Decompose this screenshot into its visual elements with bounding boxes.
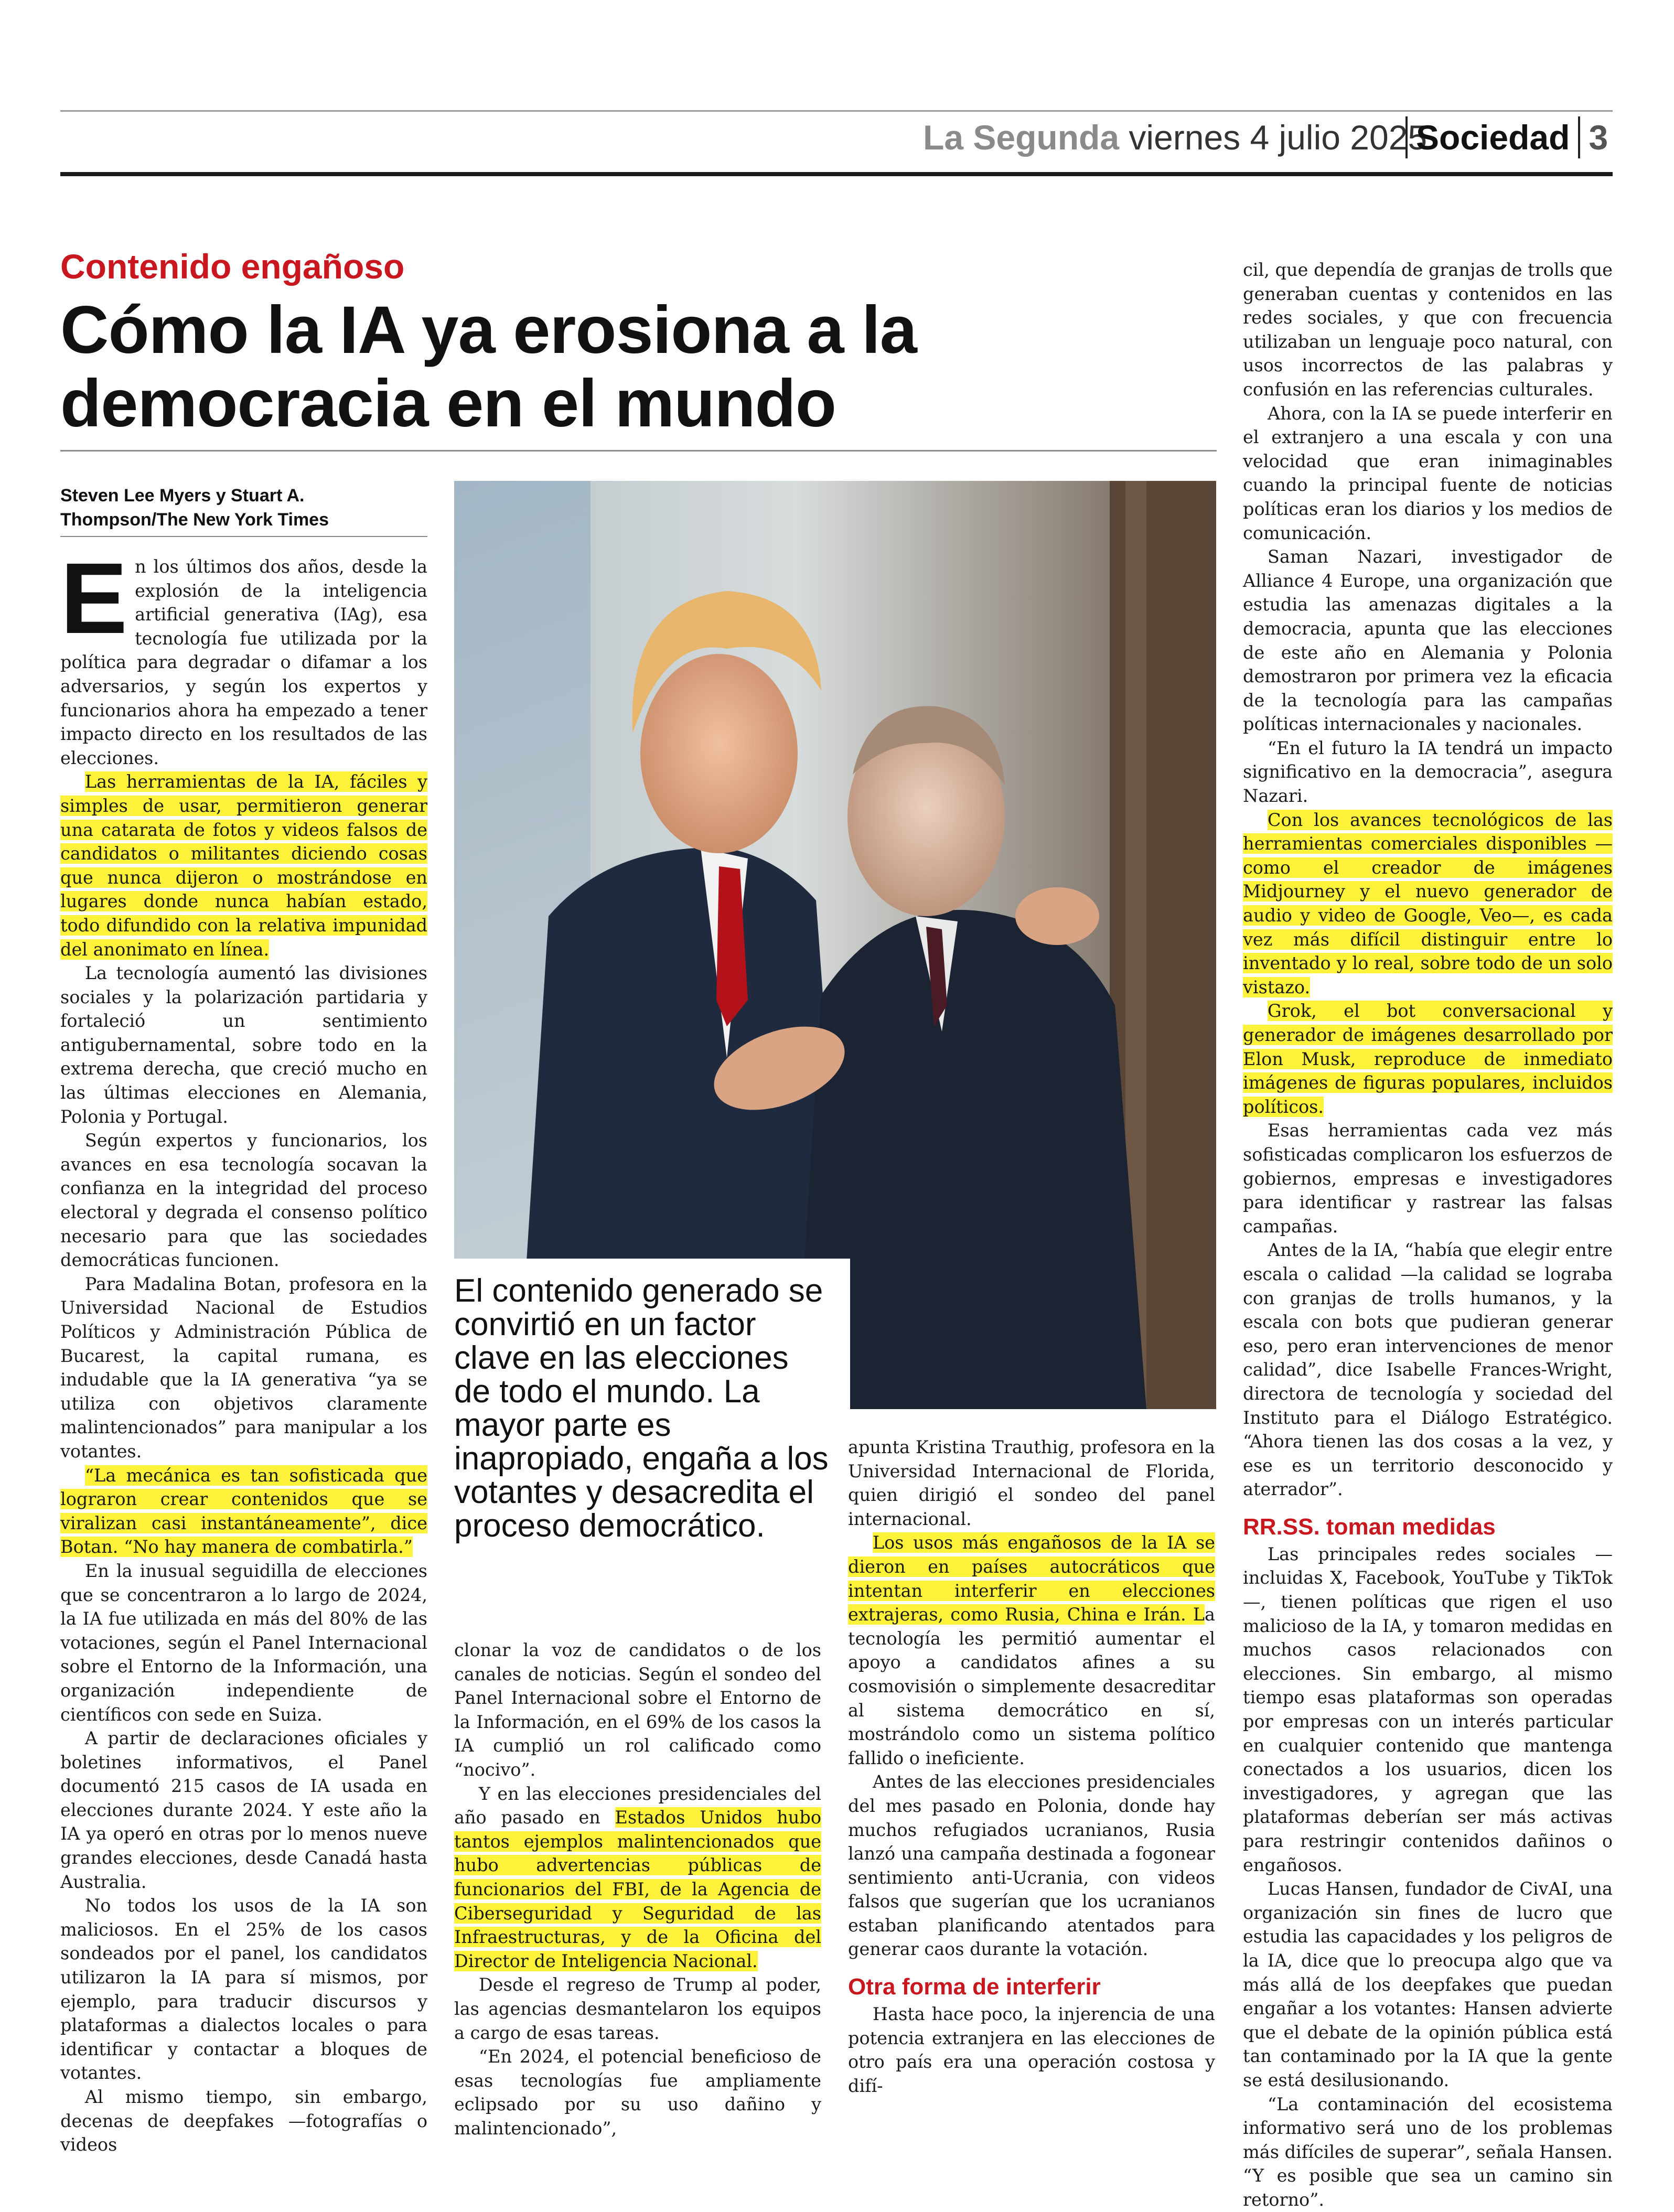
paragraph-highlighted: Y en las elecciones presidenciales del año pasado en Estados Unidos hubo tantos ejemplos malintencionados que hubo advertencias públicas de funcionarios del FBI, de la Agencia de Ciberseguridad y Seguridad de las Infraestructuras, y de la Oficina del Director de Inteligencia Nacional. (454, 1783, 821, 1971)
subheading: Otra forma de interferir (848, 1974, 1101, 2000)
paper-name: La Segunda (923, 118, 1120, 157)
paragraph: Desde el regreso de Trump al poder, las agencias desmantelaron los equipos a cargo de esas tareas. (454, 1974, 821, 2043)
paragraph: “La contaminación del ecosistema informativo será uno de los problemas más difíciles de superar”, señala Hansen. “Y es posible que sea un camino sin retorno”. (1243, 2093, 1613, 2210)
column-3 (848, 1435, 1215, 2098)
paragraph: “En 2024, el potencial beneficioso de esas tecnologías fue ampliamente eclipsado por su uso dañino y malintencionado”, (454, 2046, 821, 2139)
section-name: Sociedad (1405, 116, 1580, 158)
page-number: 3 (1589, 118, 1608, 157)
paragraph: apunta Kristina Trauthig, profesora en la Universidad Internacional de Florida, quien dirigió el sondeo del panel internacional. (848, 1437, 1215, 1529)
paragraph-highlighted: “La mecánica es tan sofisticada que lograron crear contenidos que se viralizan casi instantáneamente”, dice Botan. “No hay manera de combatirla.” (60, 1465, 427, 1558)
paragraph: cil, que dependía de granjas de trolls que generaban cuentas y contenidos en las redes sociales, y que con frecuencia utilizaban un lenguaje poco natural, con usos incorrectos de las palabras y confusión en las referencias culturales. (1243, 260, 1613, 400)
paragraph-highlighted: Grok, el bot conversacional y generador de imágenes desarrollado por Elon Musk, reproduce de inmediato imágenes de figuras populares, incluidos políticos. (1243, 1001, 1613, 1117)
paragraph-highlighted: Las herramientas de la IA, fáciles y simples de usar, permitieron generar una catarata de fotos y videos falsos de candidatos o militantes diciendo cosas que nunca dijeron o mostrándose en lugares donde nunca habían estado, todo difundido con la relativa impunidad del anonimato en línea. (60, 771, 427, 960)
drop-cap: E (60, 542, 128, 654)
column-1 (60, 542, 427, 2157)
issue-date: viernes 4 julio 2025 (1129, 118, 1428, 157)
byline-line-1: Steven Lee Myers y Stuart A. (60, 486, 305, 506)
byline (60, 484, 427, 532)
paragraph-highlighted: Con los avances tecnológicos de las herramientas comerciales disponibles —como el creador de imágenes Midjourney y el nuevo generador de audio y video de Google, Veo—, es cada vez más difícil distinguir entre lo inventado y lo real, sobre todo de un solo vistazo. (1243, 809, 1613, 997)
paragraph: Al mismo tiempo, sin embargo, decenas de deepfakes —fotografías o videos (60, 2087, 427, 2155)
article-headline: Cómo la IA ya erosiona a la democracia en el mundo (60, 293, 917, 441)
article-kicker: Contenido engañoso (60, 247, 405, 286)
paragraph: Antes de las elecciones presidenciales del mes pasado en Polonia, donde hay muchos refugiados ucranianos, Rusia lanzó una campaña destinada a fogonear sentimiento anti-Ucrania, con videos falsos que sugerían que los ucranianos estaban planificando atentados para generar caos durante la votación. (848, 1771, 1215, 1960)
header-masthead (923, 116, 1427, 158)
paragraph: Ahora, con la IA se puede interferir en el extranjero a una escala y con una velocidad que eran inimaginables cuando la principal fuente de noticias políticas eran los diarios y los medios de comunicación. (1243, 403, 1613, 543)
headline-rule (60, 450, 1217, 452)
paragraph: “En el futuro la IA tendrá un impacto significativo en la democracia”, asegura Nazari. (1243, 737, 1613, 807)
paragraph: Antes de la IA, “había que elegir entre escala o calidad —la calidad se lograba con granjas de trolls humanos, y la escala con bots que pudieran generar eso, pero eran intervenciones de menor calidad”, dice Isabelle Frances-Wright, directora de tecnología y sociedad del Instituto para el Diálogo Estratégico. “Ahora tienen las dos cosas a la vez, y ese es un territorio desconocido y aterrador”. (1243, 1240, 1613, 1500)
paragraph: En los últimos dos años, desde la explosión de la inteligencia artificial generativa (IAg), esa tecnología fue utilizada por la política para degradar o difamar a los adversarios, y según los expertos y funcionarios ahora ha empezado a tener impacto directo en los resultados de las elecciones. (60, 542, 427, 768)
paragraph: Para Madalina Botan, profesora en la Universidad Nacional de Estudios Políticos y Administración Pública de Bucarest, la capital rumana, es indudable que la IA generativa “ya se utiliza con objetivos claramente malintencionados” para manipular a los votantes. (60, 1273, 427, 1462)
subheading: RR.SS. toman medidas (1243, 1513, 1496, 1540)
paragraph: A partir de declaraciones oficiales y boletines informativos, el Panel documentó 215 casos de IA usada en elecciones durante 2024. Y este año la IA ya operó en otras por lo menos nueve grandes elecciones, desde Canadá hasta Australia. (60, 1728, 427, 1892)
paragraph: Lucas Hansen, fundador de CivAI, una organización sin fines de lucro que estudia las capacidades y los peligros de la IA, dice que lo preocupa algo que va más allá de los deepfakes que puedan engañar a los votantes: Hansen advierte que el debate de la opinión pública está tan contaminado por la IA que la gente se está desilusionando. (1243, 1878, 1613, 2090)
paragraph: Hasta hace poco, la injerencia de una potencia extranjera en las elecciones de otro país era una operación costosa y difí- (848, 2004, 1215, 2096)
column-2 (454, 1638, 821, 2140)
pullquote: El contenido generado se convirtió en un factor clave en las elecciones de todo el mundo. La mayor parte es inapropiado, engaña a los votantes y desacredita el proceso democrático. (454, 1273, 829, 1544)
paragraph: Esas herramientas cada vez más sofisticadas complicaron los esfuerzos de gobiernos, empresas e investigadores para identificar y rastrear las falsas campañas. (1243, 1120, 1613, 1237)
byline-line-2: Thompson/The New York Times (60, 510, 329, 530)
paragraph: En la inusual seguidilla de elecciones que se concentraron a lo largo de 2024, la IA fue utilizada en más del 80% de las votaciones, según el Panel Internacional sobre el Entorno de la Información, una organización independiente de científicos con sede en Suiza. (60, 1560, 427, 1725)
header-section-block (1405, 116, 1608, 158)
paragraph: Las principales redes sociales —incluidas X, Facebook, YouTube y TikTok—, tienen políticas que rigen el uso malicioso de la IA, y tomaron medidas en muchos casos relacionados con elecciones. Sin embargo, al mismo tiempo esas plataformas son operadas por empresas con un interés particular en cualquier contenido que mantenga conectados a los usuarios, dicen los investigadores, y agregan que las plataformas deberían ser más activas para restringir contenidos dañinos o engañosos. (1243, 1543, 1613, 1875)
header-thick-rule (60, 172, 1613, 176)
paragraph: La tecnología aumentó las divisiones sociales y la polarización partidaria y fortaleció un sentimiento antigubernamental, sobre todo en la extrema derecha, que creció mucho en las últimas elecciones en Alemania, Polonia y Portugal. (60, 963, 427, 1127)
paragraph: clonar la voz de candidatos o de los canales de noticias. Según el sondeo del Panel Internacional sobre el Entorno de la Información, en el 69% de los casos la IA cumplió un rol calificado como “nocivo”. (454, 1640, 821, 1780)
paragraph: Según expertos y funcionarios, los avances en esa tecnología socavan la confianza en la integridad del proceso electoral y degrada el consenso político necesario para que las sociedades democráticas funcionen. (60, 1130, 427, 1271)
paragraph: No todos los usos de la IA son maliciosos. En el 25% de los casos sondeados por el panel, los candidatos utilizaron la IA para sí mismos, por ejemplo, para traducir discursos y plataformas a dialectos locales o para identificar y contactar a bloques de votantes. (60, 1895, 427, 2084)
column-4 (1243, 258, 1613, 2212)
paragraph: Saman Nazari, investigador de Alliance 4 Europe, una organización que estudia las amenazas digitales a la democracia, apunta que las elecciones de este año en Alemania y Polonia demostraron por primera vez la eficacia de la tecnología para las campañas políticas internacionales y nacionales. (1243, 546, 1613, 735)
header-top-rule (60, 110, 1613, 112)
paragraph-highlighted: Los usos más engañosos de la IA se dieron en países autocráticos que intentan interferir en elecciones extrajeras, como Rusia, China e Irán. La tecnología les permitió aumentar el apoyo a candidatos afines a su cosmovisión o simplemente desacreditar al sistema democrático en sí, mostrándolo como un sistema político fallido o ineficiente. (848, 1532, 1215, 1768)
byline-rule (60, 536, 427, 537)
